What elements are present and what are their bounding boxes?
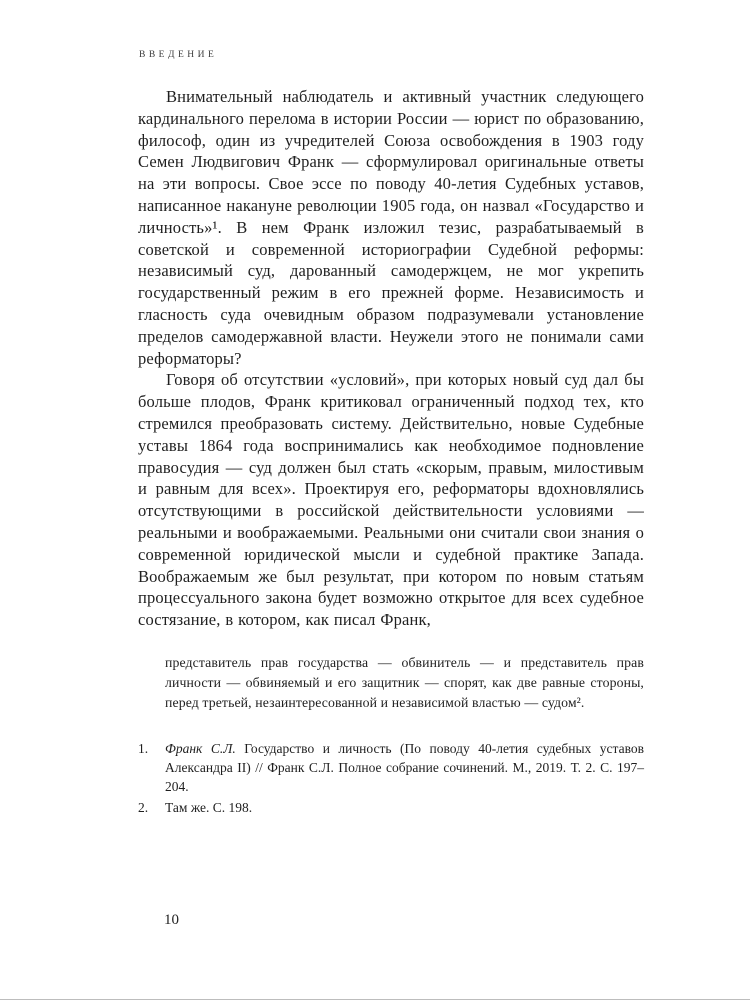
running-head: ВВЕДЕНИЕ — [139, 50, 218, 60]
text-block — [138, 86, 644, 817]
footnote-body: Государство и личность (По поводу 40-летия судебных уставов Александра II) // Франк С.Л. Полное собрание сочинений. М., 2019. Т. 2. С. 197–204. — [165, 740, 644, 795]
footnote — [138, 739, 644, 797]
footnote-number: 1. — [138, 740, 149, 756]
block-quote: представитель прав государства — обвинитель — и представитель прав личности — обвиняемый и его защитник — спорят, как две равные стороны, перед третьей, незаинтересованной и независимой властью — судом². — [165, 654, 644, 711]
footnotes-section — [138, 739, 644, 818]
body-paragraph: Говоря об отсутствии «условий», при которых новый суд дал бы больше плодов, Франк критиковал ограниченный подход тех, кто стремился преобразовать систему. Действительно, новые Судебные уставы 1864 года воспринимались как необходимое подновление правосудия — суд должен был стать «скорым, правым, милостивым и равным для всех». Проектируя его, реформаторы вдохновлялись отсутствующими в российской действительности условиями — реальными и воображаемыми. Реальными они считали свои знания о современной юридической мысли и судебной практике Запада. Воображаемым же был результат, при котором по новым статьям процессуального закона будет возможно открытое для всех судебное состязание, в котором, как писал Франк, — [138, 370, 644, 630]
page-number: 10 — [164, 912, 179, 928]
body-paragraph: Внимательный наблюдатель и активный участник следующего кардинального перелома в истории России — юрист по образованию, философ, один из учредителей Союза освобождения в 1903 году Семен Людвигович Франк — сформулировал оригинальные ответы на эти вопросы. Свое эссе по поводу 40-летия Судебных уставов, написанное накануне революции 1905 года, он назвал «Государство и личность»¹. В нем Франк изложил тезис, разрабатываемый в советской и современной историографии Судебной реформы: независимый суд, дарованный самодержцем, не мог укрепить государственный режим в его прежней форме. Независимость и гласность суда очевидным образом подразумевали установление пределов самодержавной власти. Неужели этого не понимали сами реформаторы? — [138, 87, 644, 368]
footnote-author: Франк С.Л. — [165, 740, 236, 756]
footnote-body: Там же. С. 198. — [165, 799, 253, 815]
footnote-text — [165, 739, 644, 797]
footnote — [138, 798, 644, 817]
footnote-text — [165, 798, 644, 817]
footnote-number: 2. — [138, 799, 149, 815]
